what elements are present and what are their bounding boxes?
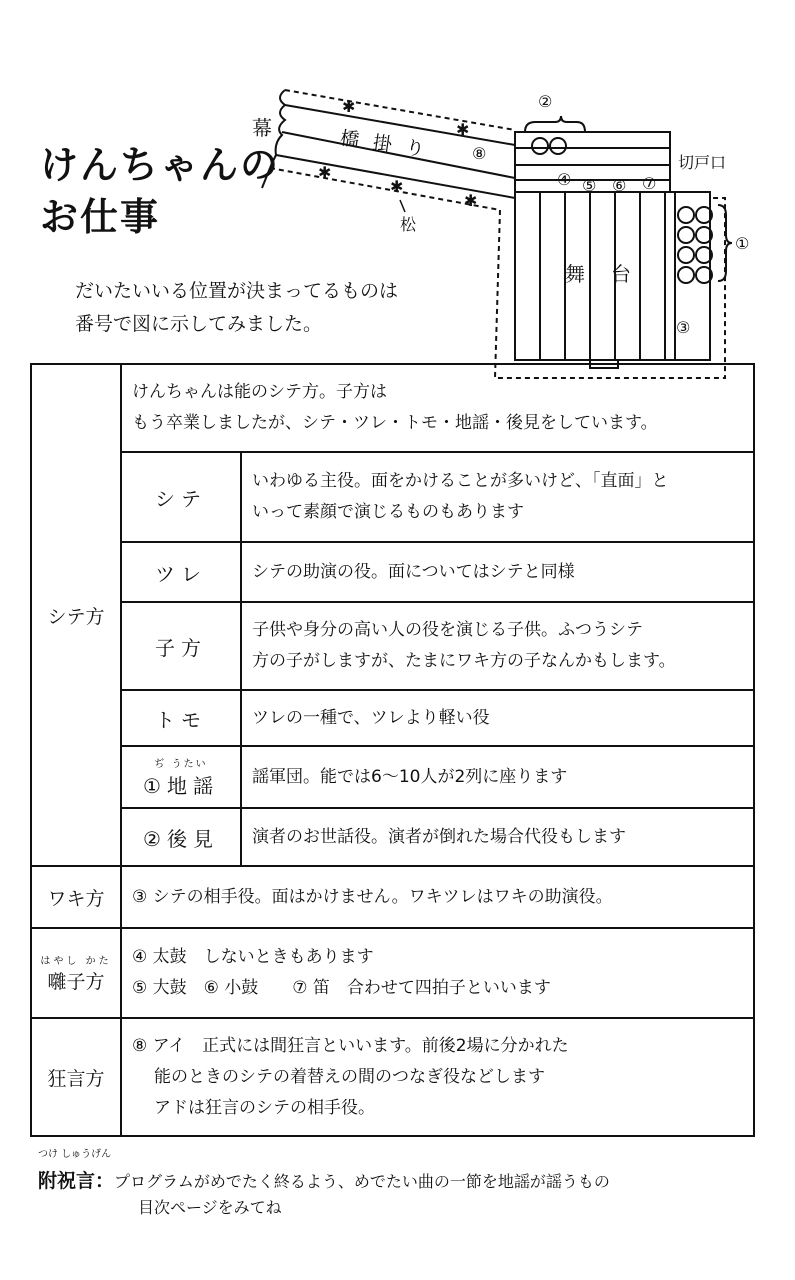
table-row — [31, 746, 754, 808]
role-desc: いわゆる主役。面をかけることが多いけど、「直面」と いって素顔で演じるものもあります — [241, 452, 754, 542]
table-row — [31, 866, 754, 928]
table-row — [31, 690, 754, 746]
marker-1: ① — [735, 234, 750, 253]
table-row — [31, 1018, 754, 1136]
category-kyogen: 狂言方 — [31, 1018, 121, 1136]
kirido-label: 切戸口 — [678, 153, 727, 172]
roles-table — [30, 363, 755, 1137]
table-row — [31, 602, 754, 690]
intro-line-2: 番号で図に示してみました。 — [75, 313, 323, 335]
table-row — [31, 452, 754, 542]
category-shite: シテ方 — [31, 364, 121, 866]
intro-line-1: だいたいいる位置が決まってるものは — [75, 280, 399, 302]
svg-text:✱: ✱ — [390, 177, 404, 196]
marker-4: ④ — [557, 170, 572, 189]
hashigakari-label: 橋掛り — [338, 127, 440, 163]
svg-text:✱: ✱ — [456, 120, 470, 139]
role-desc: 謡軍団。能では6〜10人が2列に座ります — [241, 746, 754, 808]
maku-label: 幕 — [252, 116, 272, 140]
matsu-label: 松 — [400, 215, 417, 234]
page-title: けんちゃんの — [40, 143, 281, 187]
role-desc: 演者のお世話役。演者が倒れた場合代役もします — [241, 808, 754, 866]
role-tomo: トモ — [121, 690, 241, 746]
role-desc: 子供や身分の高い人の役を演じる子供。ふつうシテ 方の子がしますが、たまにワキ方の子なんかもします。 — [241, 602, 754, 690]
marker-5: ⑤ — [582, 176, 597, 195]
marker-2: ② — [538, 92, 553, 111]
svg-text:✱: ✱ — [464, 191, 478, 210]
marker-3: ③ — [676, 318, 691, 337]
category-waki: ワキ方 — [31, 866, 121, 928]
role-koken: ②後見 — [121, 808, 241, 866]
page-subtitle: お仕事 — [40, 195, 161, 239]
svg-text:✱: ✱ — [342, 97, 356, 116]
role-jiutai: ぢ うたい ①地謡 — [121, 746, 241, 808]
role-desc: シテの助演の役。面についてはシテと同様 — [241, 542, 754, 602]
role-tsure: ツレ — [121, 542, 241, 602]
kyogen-desc: ⑧ アイ 正式には間狂言といいます。前後2場に分かれた 能のときのシテの着替えの間のつなぎ役などします アドは狂言のシテの相手役。 — [121, 1018, 754, 1136]
marker-6: ⑥ — [612, 176, 627, 195]
hayashi-desc: ④ 太鼓 しないときもあります ⑤ 大鼓 ⑥ 小鼓 ⑦ 笛 合わせて四拍子といいます — [121, 928, 754, 1018]
waki-desc: ③ シテの相手役。面はかけません。ワキツレはワキの助演役。 — [121, 866, 754, 928]
role-shite: シテ — [121, 452, 241, 542]
role-desc: ツレの一種で、ツレより軽い役 — [241, 690, 754, 746]
marker-8: ⑧ — [472, 144, 487, 163]
svg-text:✱: ✱ — [318, 163, 332, 182]
table-row — [31, 808, 754, 866]
shite-intro: けんちゃんは能のシテ方。子方は もう卒業しましたが、シテ・ツレ・トモ・地謡・後見をしています。 — [121, 364, 754, 452]
role-kokata: 子方 — [121, 602, 241, 690]
table-row — [31, 542, 754, 602]
butai-label: 舞台 — [565, 262, 657, 286]
table-row — [31, 928, 754, 1018]
category-hayashi: はやし かた 囃子方 — [31, 928, 121, 1018]
footer: つけ しゅうげん 附祝言：プログラムがめでたく終るよう、めでたい曲の一節を地謡が謡うもの 目次ページをみてね — [38, 1149, 610, 1217]
marker-7: ⑦ — [642, 174, 657, 193]
